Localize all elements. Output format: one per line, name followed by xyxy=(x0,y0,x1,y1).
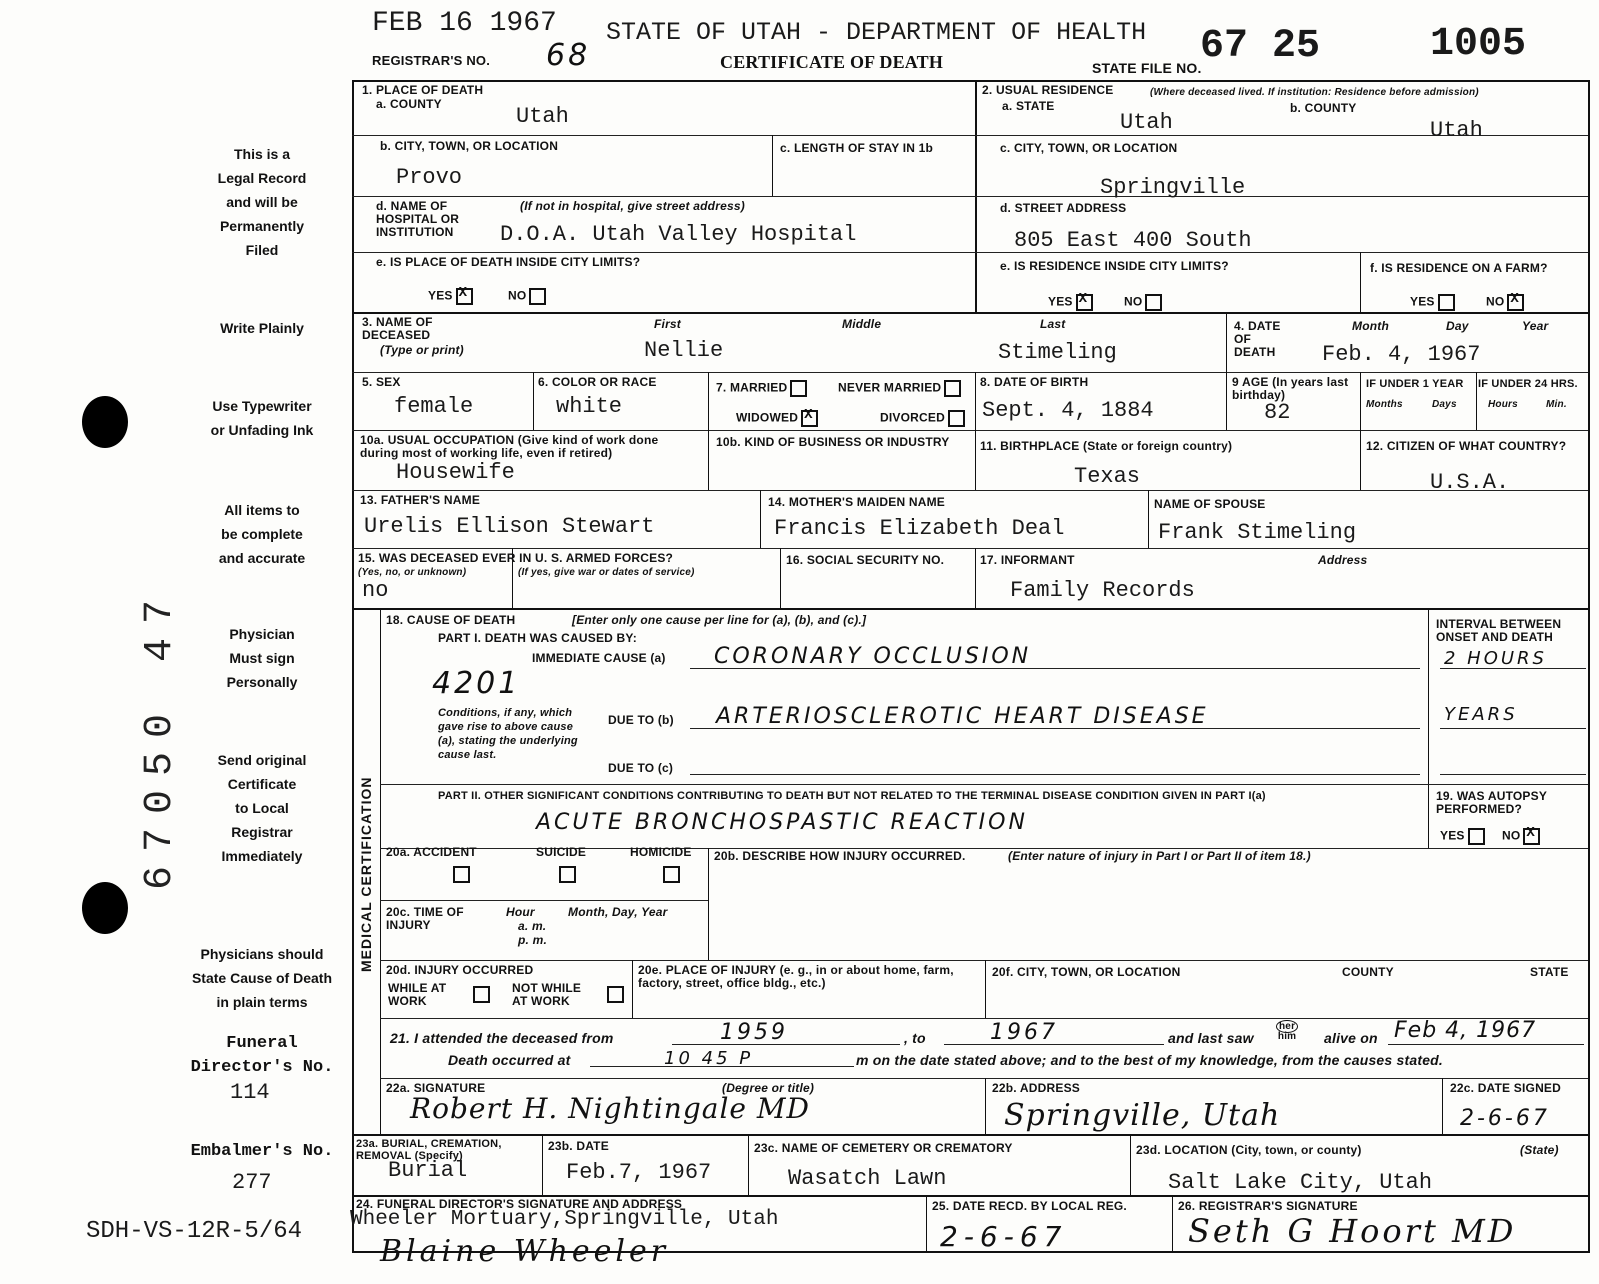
label-res-city: c. CITY, TOWN, OR LOCATION xyxy=(1000,141,1178,155)
married-checkbox[interactable] xyxy=(790,380,807,397)
label-while-work: WHILE AT WORK xyxy=(388,981,447,1008)
suicide-checkbox[interactable] xyxy=(559,866,576,883)
label-burial-date: 23b. DATE xyxy=(548,1139,609,1153)
marital-never: NEVER MARRIED xyxy=(838,380,964,397)
label-burial: 23a. BURIAL, CREMATION, REMOVAL (Specify) xyxy=(356,1138,502,1162)
farm-yes-checkbox[interactable] xyxy=(1438,294,1455,311)
attended-from: 1959 xyxy=(720,1020,788,1045)
label-cause-of-death: 18. CAUSE OF DEATH xyxy=(386,613,516,627)
farm-no-checkbox[interactable] xyxy=(1507,294,1524,311)
state-cause-note: Physicians should State Cause of Death in plain terms xyxy=(191,946,333,1010)
label-injury-note: (Enter nature of injury in Part I or Part II of item 18.) xyxy=(1008,849,1311,863)
fd-signature: Blaine Wheeler xyxy=(380,1234,670,1269)
cause-b: ARTERIOSCLEROTIC HEART DISEASE xyxy=(716,704,1209,729)
label-citizen: 12. CITIZEN OF WHAT COUNTRY? xyxy=(1366,439,1567,453)
label-interval: INTERVAL BETWEEN ONSET AND DEATH xyxy=(1436,617,1562,644)
label-alive-on: alive on xyxy=(1324,1030,1378,1046)
label-under-24-hrs: IF UNDER 24 HRS. xyxy=(1478,378,1578,390)
funeral-no: 114 xyxy=(230,1080,270,1105)
widowed-checkbox[interactable] xyxy=(801,410,818,427)
form-number: SDH-VS-12R-5/64 xyxy=(86,1218,303,1245)
label-month: Month xyxy=(1352,319,1389,333)
vertical-number: 67050 47 xyxy=(138,585,183,890)
marital-married: 7. MARRIED xyxy=(716,380,810,397)
interval-a: 2 HOURS xyxy=(1444,648,1547,669)
label-informant: 17. INFORMANT xyxy=(980,553,1075,567)
label-race: 6. COLOR OR RACE xyxy=(538,375,657,389)
res-inside-no: NO xyxy=(1124,294,1165,311)
accident-checkbox[interactable] xyxy=(453,866,470,883)
citizen: U.S.A. xyxy=(1430,470,1510,495)
label-part2: PART II. OTHER SIGNIFICANT CONDITIONS CONTRIBUTING TO DEATH BUT NOT RELATED TO THE TERMINAL DISEASE CONDITION GIVEN IN PART I(a) xyxy=(438,790,1266,802)
inside-city-no: NO xyxy=(508,288,549,305)
armed-forces: no xyxy=(362,578,389,603)
label-injury-occurred: 20d. INJURY OCCURRED xyxy=(386,963,534,977)
spouse: Frank Stimeling xyxy=(1158,520,1357,545)
death-city: Provo xyxy=(396,165,463,190)
label-m-on: m on the date stated above; and to the best of my knowledge, from the causes stated. xyxy=(856,1052,1444,1068)
label-social-security: 16. SOCIAL SECURITY NO. xyxy=(786,553,945,567)
label-spouse: NAME OF SPOUSE xyxy=(1154,497,1266,511)
first-name: Nellie xyxy=(644,338,724,363)
father: Urelis Ellison Stewart xyxy=(364,514,655,539)
frame-left xyxy=(352,80,354,1252)
label-year: Year xyxy=(1522,319,1549,333)
label-res-street: d. STREET ADDRESS xyxy=(1000,201,1127,215)
alive-date: Feb 4, 1967 xyxy=(1394,1018,1537,1043)
label-place-of-death: 1. PLACE OF DEATH xyxy=(362,83,484,97)
label-armed-note1: (Yes, no, or unknown) xyxy=(358,567,467,578)
label-due-c: DUE TO (c) xyxy=(608,761,674,775)
label-date-signed: 22c. DATE SIGNED xyxy=(1450,1081,1562,1095)
birthplace: Texas xyxy=(1074,464,1141,489)
informant: Family Records xyxy=(1010,578,1195,603)
label-time-of-injury: 20c. TIME OF INJURY xyxy=(386,905,464,932)
label-registrar-sig: 26. REGISTRAR'S SIGNATURE xyxy=(1178,1199,1358,1213)
res-inside-yes-checkbox[interactable] xyxy=(1076,294,1093,311)
send-note: Send original Certificate to Local Registrar Immediately xyxy=(217,752,307,864)
part2-cause: ACUTE BRONCHOSPASTIC REACTION xyxy=(536,810,1028,835)
label-sex: 5. SEX xyxy=(362,375,401,389)
mother: Francis Elizabeth Deal xyxy=(774,516,1065,541)
punch-hole-top xyxy=(82,396,128,448)
label-death-occurred: Death occurred at xyxy=(448,1052,571,1068)
embalmer-label: Embalmer's No. xyxy=(190,1142,334,1161)
physician-note: Physician Must sign Personally xyxy=(226,626,298,690)
label-death-county: a. COUNTY xyxy=(376,97,442,111)
label-armed-note2: (If yes, give war or dates of service) xyxy=(518,567,695,578)
label-res-state: a. STATE xyxy=(1002,99,1055,113)
burial-location: Salt Lake City, Utah xyxy=(1168,1170,1433,1195)
marital-divorced: DIVORCED xyxy=(880,410,968,427)
label-res-county: b. COUNTY xyxy=(1290,101,1357,115)
title-line2: CERTIFICATE OF DEATH xyxy=(720,52,944,72)
label-birthplace: 11. BIRTHPLACE (State or foreign country) xyxy=(980,439,1233,453)
label-usual-residence: 2. USUAL RESIDENCE xyxy=(982,83,1114,97)
hospital: D.O.A. Utah Valley Hospital xyxy=(500,222,857,247)
label-months: Months xyxy=(1366,399,1403,410)
write-plainly: Write Plainly xyxy=(220,320,304,336)
state-file-b: 1005 xyxy=(1430,22,1527,67)
icd-code: 4201 xyxy=(432,666,521,701)
label-place-of-injury: 20e. PLACE OF INJURY (e. g., in or about home, farm, factory, street, office bldg., etc.) xyxy=(638,963,954,990)
res-city: Springville xyxy=(1100,175,1246,200)
label-address: Address xyxy=(1318,553,1368,567)
date-signed: 2-6-67 xyxy=(1460,1106,1550,1131)
label-pm: p. m. xyxy=(518,933,548,947)
res-inside-yes: YESX xyxy=(1048,294,1096,311)
label-suicide: SUICIDE xyxy=(536,845,587,859)
label-inside-city: e. IS PLACE OF DEATH INSIDE CITY LIMITS? xyxy=(376,255,641,269)
label-hour: Hour xyxy=(506,905,535,919)
label-length-of-stay: c. LENGTH OF STAY IN 1b xyxy=(780,141,934,155)
label-to: , to xyxy=(904,1030,926,1046)
label-death-city: b. CITY, TOWN, OR LOCATION xyxy=(380,139,559,153)
funeral-director: Wheeler Mortuary,Springville, Utah xyxy=(350,1208,779,1231)
burial-date: Feb.7, 1967 xyxy=(566,1160,712,1185)
label-cause-note: [Enter only one cause per line for (a), (b), and (c).] xyxy=(572,613,867,627)
label-location: 23d. LOCATION (City, town, or county) xyxy=(1136,1143,1362,1157)
attended-to: 1967 xyxy=(990,1020,1058,1045)
label-injury-description: 20b. DESCRIBE HOW INJURY OCCURRED. xyxy=(714,849,966,863)
sig-address: Springville, Utah xyxy=(1004,1098,1281,1133)
label-res-inside-city: e. IS RESIDENCE INSIDE CITY LIMITS? xyxy=(1000,259,1229,273)
complete-note: All items to be complete and accurate xyxy=(218,502,306,566)
label-cemetery: 23c. NAME OF CEMETERY OR CREMATORY xyxy=(754,1141,1013,1155)
title-line1: STATE OF UTAH - DEPARTMENT OF HEALTH xyxy=(606,18,1147,47)
label-usual-residence-note: (Where deceased lived. If institution: Residence before admission) xyxy=(1150,87,1479,98)
autopsy-no: NOX xyxy=(1502,828,1543,845)
death-county: Utah xyxy=(516,104,569,129)
label-middle: Middle xyxy=(842,317,882,331)
label-degree: (Degree or title) xyxy=(722,1081,815,1095)
res-county: Utah xyxy=(1430,118,1483,143)
label-autopsy: 19. WAS AUTOPSY PERFORMED? xyxy=(1436,789,1547,816)
sex: female xyxy=(394,394,474,419)
her-circled: her him xyxy=(1277,1021,1297,1042)
autopsy-yes: YES xyxy=(1440,828,1488,845)
label-mdy: Month, Day, Year xyxy=(568,905,668,919)
autopsy-no-checkbox[interactable] xyxy=(1523,828,1540,845)
farm-yes: YES xyxy=(1410,294,1458,311)
while-work-checkbox[interactable] xyxy=(473,986,490,1003)
birth-date: Sept. 4, 1884 xyxy=(982,398,1154,423)
label-date-recd: 25. DATE RECD. BY LOCAL REG. xyxy=(932,1199,1127,1213)
label-signature: 22a. SIGNATURE xyxy=(386,1081,486,1095)
registrar-label: REGISTRAR'S NO. xyxy=(372,53,491,68)
medical-certification-label: MEDICAL CERTIFICATION xyxy=(358,776,374,972)
autopsy-yes-checkbox[interactable] xyxy=(1468,828,1485,845)
physician-signature: Robert H. Nightingale MD xyxy=(410,1092,811,1125)
label-farm: f. IS RESIDENCE ON A FARM? xyxy=(1370,261,1548,275)
label-homicide: HOMICIDE xyxy=(630,845,692,859)
frame-right xyxy=(1588,80,1590,1252)
label-type-or-print: (Type or print) xyxy=(380,343,464,357)
label-immediate: IMMEDIATE CAUSE (a) xyxy=(532,651,666,665)
last-name: Stimeling xyxy=(998,340,1117,365)
cemetery: Wasatch Lawn xyxy=(788,1166,947,1191)
race: white xyxy=(556,394,623,419)
stamp-date: FEB 16 1967 xyxy=(372,8,557,39)
label-father: 13. FATHER'S NAME xyxy=(360,493,481,507)
registrar-signature: Seth G Hoort MD xyxy=(1188,1212,1517,1250)
label-days: Days xyxy=(1432,399,1457,410)
embalmer-no: 277 xyxy=(232,1170,272,1195)
inside-city-yes-checkbox[interactable] xyxy=(456,288,473,305)
state-file-a: 67 25 xyxy=(1200,24,1321,69)
label-conditions: Conditions, if any, which gave rise to above cause (a), stating the underlying cause last. xyxy=(438,707,578,761)
label-occupation: 10a. USUAL OCCUPATION (Give kind of work done during most of working life, even if retired) xyxy=(360,433,659,460)
interval-b: YEARS xyxy=(1444,704,1518,725)
label-last: Last xyxy=(1040,317,1066,331)
legal-note: This is a Legal Record and will be Permanently Filed xyxy=(217,146,307,258)
never-married-checkbox[interactable] xyxy=(944,380,961,397)
registrar-no: 68 xyxy=(546,38,591,73)
inside-city-no-checkbox[interactable] xyxy=(529,288,546,305)
label-funeral-director: 24. FUNERAL DIRECTOR'S SIGNATURE AND ADDRESS xyxy=(356,1197,683,1211)
label-first: First xyxy=(654,317,682,331)
occupation: Housewife xyxy=(396,460,515,485)
frame-top xyxy=(352,80,1590,82)
label-name-deceased: 3. NAME OF DECEASED xyxy=(362,315,433,342)
date-recd: 2-6-67 xyxy=(940,1220,1068,1253)
label-date-of-birth: 8. DATE OF BIRTH xyxy=(980,375,1089,389)
inside-city-yes: YESX xyxy=(428,288,476,305)
not-while-checkbox[interactable] xyxy=(607,986,624,1003)
label-am: a. m. xyxy=(518,919,547,933)
label-injury-city: 20f. CITY, TOWN, OR LOCATION xyxy=(992,965,1181,979)
age: 82 xyxy=(1264,400,1291,425)
label-age: 9 AGE (In years last birthday) xyxy=(1232,375,1349,402)
label-business: 10b. KIND OF BUSINESS OR INDUSTRY xyxy=(716,435,950,449)
label-attended: 21. I attended the deceased from xyxy=(390,1030,614,1046)
label-day: Day xyxy=(1446,319,1469,333)
label-armed-forces: 15. WAS DECEASED EVER IN U. S. ARMED FORCES? xyxy=(358,551,674,565)
label-state-paren: (State) xyxy=(1520,1143,1559,1157)
label-hospital: d. NAME OF HOSPITAL OR INSTITUTION xyxy=(376,199,460,239)
state-file-label: STATE FILE NO. xyxy=(1092,60,1202,76)
label-accident: 20a. ACCIDENT xyxy=(386,845,477,859)
label-mother: 14. MOTHER'S MAIDEN NAME xyxy=(768,495,946,509)
label-hours: Hours xyxy=(1488,399,1518,410)
res-state: Utah xyxy=(1120,110,1173,135)
label-not-while: NOT WHILE AT WORK xyxy=(512,981,582,1008)
funeral-label: Funeral Director's No. xyxy=(190,1034,334,1077)
farm-no: NOX xyxy=(1486,294,1527,311)
homicide-checkbox[interactable] xyxy=(663,866,680,883)
cause-a: CORONARY OCCLUSION xyxy=(714,644,1032,669)
death-time: 10 45 P xyxy=(664,1048,754,1069)
punch-hole-bottom xyxy=(82,882,128,934)
label-part1: PART I. DEATH WAS CAUSED BY: xyxy=(438,631,637,645)
res-street: 805 East 400 South xyxy=(1014,228,1252,253)
divorced-checkbox[interactable] xyxy=(948,410,965,427)
label-injury-state: STATE xyxy=(1530,965,1569,979)
label-injury-county: COUNTY xyxy=(1342,965,1394,979)
typewriter-note: Use Typewriter or Unfading Ink xyxy=(210,398,314,438)
label-sig-address: 22b. ADDRESS xyxy=(992,1081,1080,1095)
label-date-of-death: 4. DATE OF DEATH xyxy=(1234,319,1281,359)
label-due-b: DUE TO (b) xyxy=(608,713,674,727)
res-inside-no-checkbox[interactable] xyxy=(1145,294,1162,311)
label-hospital-note: (If not in hospital, give street address) xyxy=(520,199,745,213)
death-date: Feb. 4, 1967 xyxy=(1322,342,1481,367)
marital-widowed: WIDOWEDX xyxy=(736,410,821,427)
label-under-1-year: IF UNDER 1 YEAR xyxy=(1366,378,1464,390)
label-min: Min. xyxy=(1546,399,1567,410)
label-last-saw: and last saw xyxy=(1168,1030,1254,1046)
burial: Burial xyxy=(388,1158,468,1183)
